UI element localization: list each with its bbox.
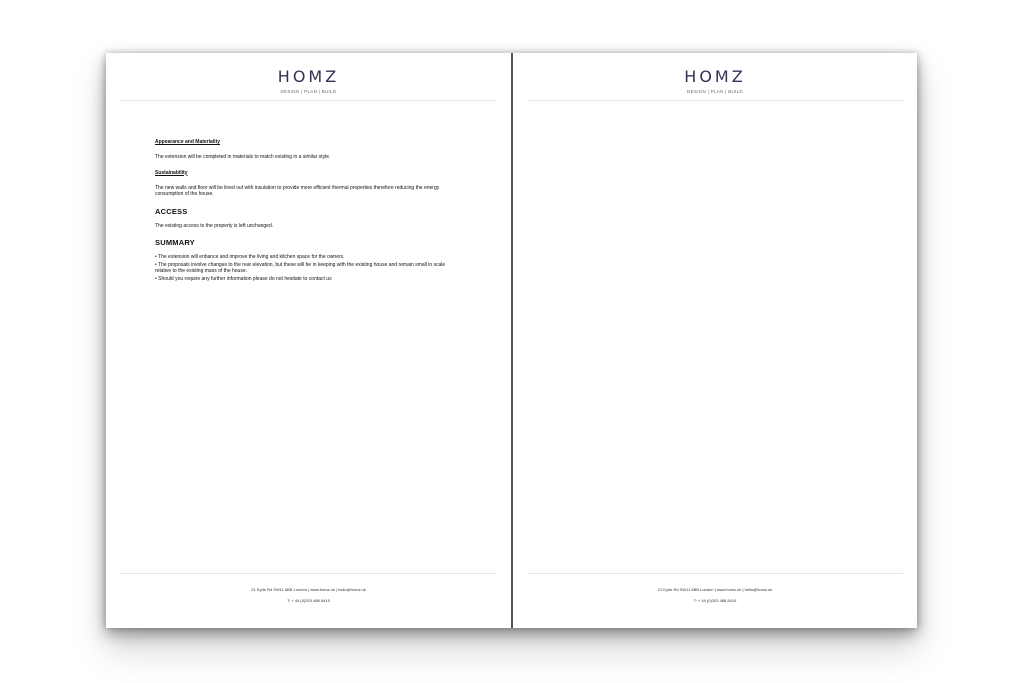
footer-address: 21 Kyrle Rd SW11 6BB London | www.homz.uk | hello@homz.uk (657, 587, 773, 592)
header-divider (120, 100, 497, 101)
footer-divider (527, 573, 903, 574)
footer-address: 21 Kyrle Rd SW11 6BB London | www.homz.uk | hello@homz.uk (251, 587, 366, 592)
sustainability-heading: Sustainability (155, 169, 188, 176)
summary-heading: SUMMARY (155, 238, 195, 247)
summary-bullet: • Should you require any further information please do not hesitate to contact us (155, 275, 332, 282)
page-content (155, 139, 455, 283)
right-page (513, 53, 917, 628)
homz-logo: HOMZ (684, 67, 746, 86)
document-spread (106, 53, 917, 628)
header-divider (527, 100, 903, 101)
footer-telephone: T: + 44 (0)203 488 8415 (287, 598, 330, 603)
footer-telephone: T: + 44 (0)203 488 8415 (693, 598, 737, 603)
summary-list (155, 254, 455, 282)
access-text: The existing access to the property is left unchanged. (155, 222, 274, 229)
appearance-heading: Appearance and Materiality (155, 139, 221, 145)
homz-logo: HOMZ (277, 67, 340, 86)
brand-tagline: DESIGN | PLAN | BUILD (687, 89, 743, 94)
summary-bullet: • The proposals involve changes to the rear elevation, but these will be in keeping with the existing house and remain small in scale relative to the existing mass of the house. (155, 261, 446, 274)
access-heading: ACCESS (155, 206, 188, 216)
left-page (106, 53, 511, 628)
summary-bullet: • The extension will enhance and improve the living and kitchen space for the owners. (155, 254, 345, 260)
brand-tagline: DESIGN | PLAN | BUILD (280, 89, 337, 94)
footer-divider (120, 573, 497, 574)
sustainability-text: The new walls and floor will be lined out with insulation to provide more efficient thermal properties therefore reducing the energy consumption of the house. (155, 184, 440, 197)
appearance-text: The extension will be completed in materials to match existing in a similar style. (155, 154, 331, 160)
